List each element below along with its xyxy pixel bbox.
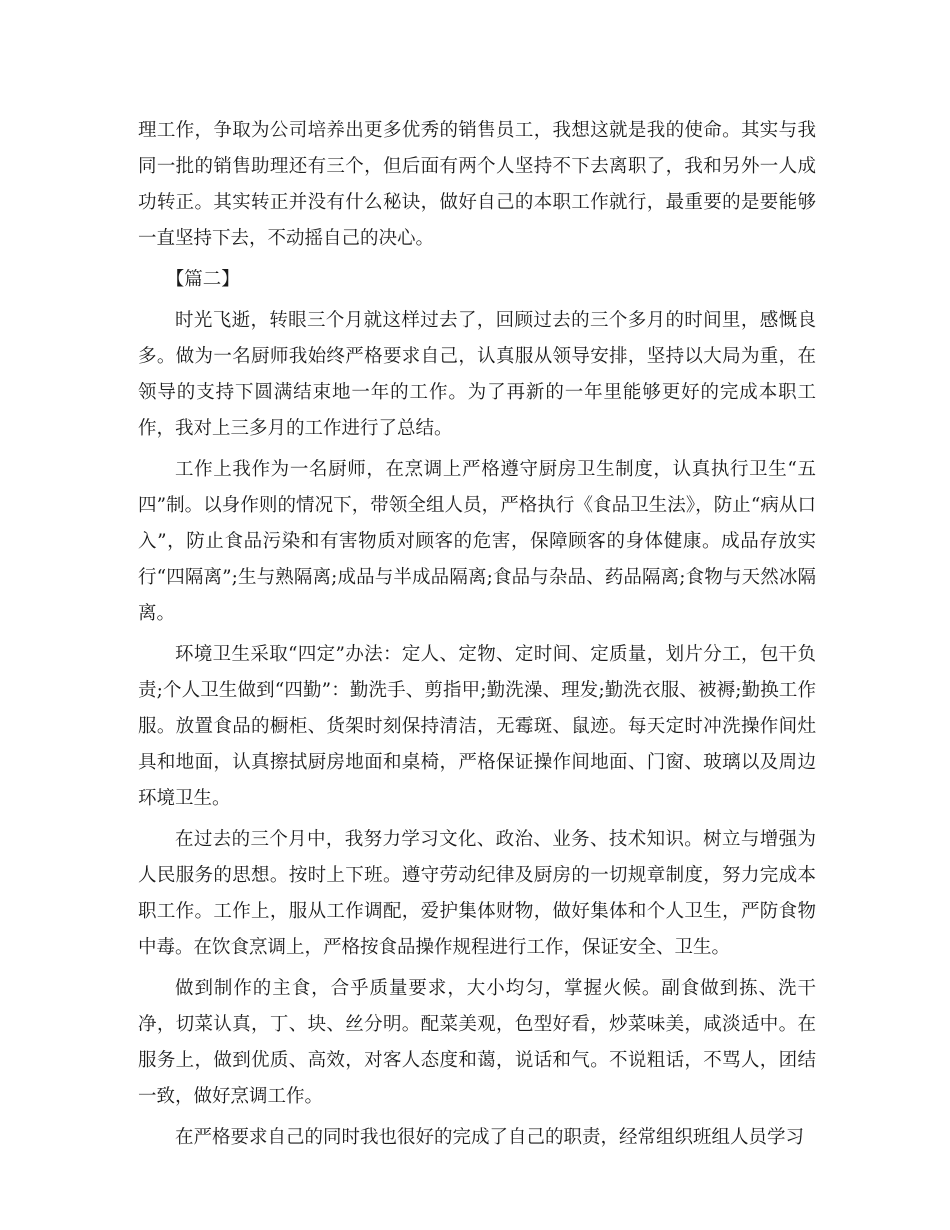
document-body <box>138 113 816 1161</box>
paragraph-continued: 理工作，争取为公司培养出更多优秀的销售员工，我想这就是我的使命。其实与我同一批的销售助理还有三个，但后面有两个人坚持不下去离职了，我和另外一人成功转正。其实转正并没有什么秘诀，做好自己的本职工作就行，最重要的是要能够一直坚持下去，不动摇自己的决心。 <box>138 120 816 249</box>
paragraph: 在严格要求自己的同时我也很好的完成了自己的职责，经常组织班组人员学习 <box>175 1127 805 1148</box>
paragraph: 做到制作的主食，合乎质量要求，大小均匀，掌握火候。副食做到拣、洗干净，切菜认真，丁、块、丝分明。配菜美观，色型好看，炒菜味美，咸淡适中。在服务上，做到优质、高效，对客人态度和蔼，说话和气。不说粗话，不骂人，团结一致，做好烹调工作。 <box>138 978 816 1107</box>
section-heading: 【篇二】 <box>165 269 240 290</box>
paragraph: 环境卫生采取“四定”办法：定人、定物、定时间、定质量，划片分工，包干负责;个人卫生做到“四勤”：勤洗手、剪指甲;勤洗澡、理发;勤洗衣服、被褥;勤换工作服。放置食品的橱柜、货架时刻保持清洁，无霉斑、鼠迹。每天定时冲洗操作间灶具和地面，认真擦拭厨房地面和桌椅，严格保证操作间地面、门窗、玻璃以及周边环境卫生。 <box>138 644 816 809</box>
paragraph: 在过去的三个月中，我努力学习文化、政治、业务、技术知识。树立与增强为人民服务的思想。按时上下班。遵守劳动纪律及厨房的一切规章制度，努力完成本职工作。工作上，服从工作调配，爱护集体财物，做好集体和个人卫生，严防食物中毒。在饮食烹调上，严格按食品操作规程进行工作，保证安全、卫生。 <box>138 829 816 958</box>
paragraph: 工作上我作为一名厨师，在烹调上严格遵守厨房卫生制度，认真执行卫生“五四”制。以身作则的情况下，带领全组人员，严格执行《食品卫生法》，防止“病从口入”，防止食品污染和有害物质对顾客的危害，保障顾客的身体健康。成品存放实行“四隔离”;生与熟隔离;成品与半成品隔离;食品与杂品、药品隔离;食物与天然冰隔离。 <box>138 459 816 624</box>
paragraph: 时光飞逝，转眼三个月就这样过去了，回顾过去的三个多月的时间里，感慨良多。做为一名厨师我始终严格要求自己，认真服从领导安排，坚持以大局为重，在领导的支持下圆满结束地一年的工作。为了再新的一年里能够更好的完成本职工作，我对上三多月的工作进行了总结。 <box>138 310 816 439</box>
